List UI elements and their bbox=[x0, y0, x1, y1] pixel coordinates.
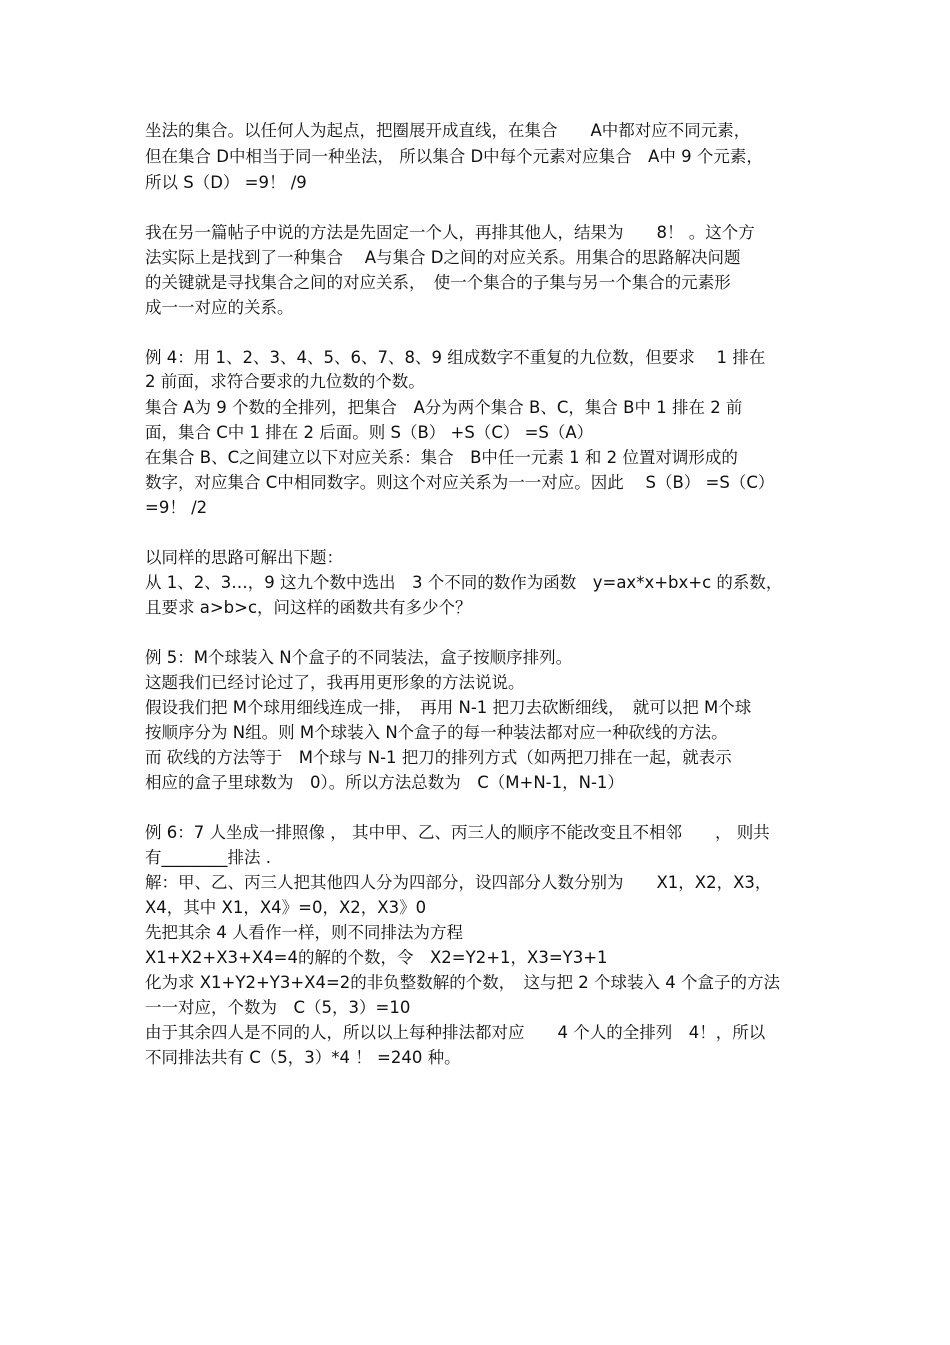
text-line: 而 砍线的方法等于 M个球与 N-1 把刀的排列方式（如两把刀排在一起，就表示 bbox=[145, 748, 732, 767]
text-line: 由于其余四人是不同的人，所以以上每种排法都对应 4 个人的全排列 4！，所以 bbox=[145, 1023, 766, 1042]
text-line: 从 1、2、3…，9 这九个数中选出 3 个不同的数作为函数 y=ax*x+bx+c 的系数， bbox=[145, 573, 783, 592]
text-line: 不同排法共有 C（5，3）*4 ！ =240 种。 bbox=[145, 1048, 461, 1067]
text-line: 数字，对应集合 C中相同数字。则这个对应关系为一一对应。因此 S（B） =S（C） bbox=[145, 473, 775, 492]
text-line: 所以 S（D） =9！ /9 bbox=[145, 173, 307, 192]
text-line: 但在集合 D中相当于同一种坐法， 所以集合 D中每个元素对应集合 A中 9 个元素， bbox=[145, 147, 763, 166]
text-line: 2 前面，求符合要求的九位数的个数。 bbox=[145, 372, 425, 391]
text-line: 法实际上是找到了一种集合 A与集合 D之间的对应关系。用集合的思路解决问题 bbox=[145, 248, 741, 267]
text-line: 相应的盒子里球数为 0）。所以方法总数为 C（M+N-1，N-1） bbox=[145, 773, 624, 792]
text-line: 先把其余 4 人看作一样，则不同排法为方程 bbox=[145, 923, 463, 942]
text-line: 我在另一篇帖子中说的方法是先固定一个人，再排其他人，结果为 8！ 。这个方 bbox=[145, 223, 755, 242]
text-line: 例 4：用 1、2、3、4、5、6、7、8、9 组成数字不重复的九位数，但要求 1 排在 bbox=[145, 348, 766, 367]
text-line: 假设我们把 M个球用细线连成一排， 再用 N-1 把刀去砍断细线， 就可以把 M个球 bbox=[145, 698, 752, 717]
text-line: 成一一对应的关系。 bbox=[145, 298, 294, 317]
text-line: X4，其中 X1，X4》=0，X2，X3》0 bbox=[145, 898, 427, 917]
text-line: 集合 A为 9 个数的全排列，把集合 A分为两个集合 B、C，集合 B中 1 排在 2 前 bbox=[145, 398, 743, 417]
text-line: =9！ /2 bbox=[145, 498, 208, 517]
text-line: 且要求 a>b>c，问这样的函数共有多少个？ bbox=[145, 598, 472, 617]
text-line: 一一对应，个数为 C（5，3）=10 bbox=[145, 998, 411, 1017]
text-line: 有________排法 . bbox=[145, 848, 271, 867]
text-line: 的关键就是寻找集合之间的对应关系， 使一个集合的子集与另一个集合的元素形 bbox=[145, 273, 731, 292]
text-line: 按顺序分为 N组。则 M个球装入 N个盒子的每一种装法都对应一种砍线的方法。 bbox=[145, 723, 728, 742]
text-line: 例 6：7 人坐成一排照像 ， 其中甲、乙、丙三人的顺序不能改变且不相邻 ， 则共 bbox=[145, 823, 770, 842]
text-line: 面，集合 C中 1 排在 2 后面。则 S（B） +S（C） =S（A） bbox=[145, 423, 594, 442]
text-line: 坐法的集合。以任何人为起点，把圈展开成直线，在集合 A中都对应不同元素， bbox=[145, 121, 751, 140]
text-line: 在集合 B、C之间建立以下对应关系：集合 B中任一元素 1 和 2 位置对调形成的 bbox=[145, 448, 738, 467]
text-line: 化为求 X1+Y2+Y3+X4=2的非负整数解的个数， 这与把 2 个球装入 4 个盒子的方法 bbox=[145, 973, 781, 992]
text-line: X1+X2+X3+X4=4的解的个数，令 X2=Y2+1，X3=Y3+1 bbox=[145, 948, 608, 967]
text-line: 以同样的思路可解出下题： bbox=[145, 548, 343, 567]
text-line: 例 5：M个球装入 N个盒子的不同装法，盒子按顺序排列。 bbox=[145, 648, 573, 667]
text-line: 这题我们已经讨论过了，我再用更形象的方法说说。 bbox=[145, 673, 525, 692]
text-line: 解：甲、乙、丙三人把其他四人分为四部分，设四部分人数分别为 X1，X2，X3， bbox=[145, 873, 772, 892]
